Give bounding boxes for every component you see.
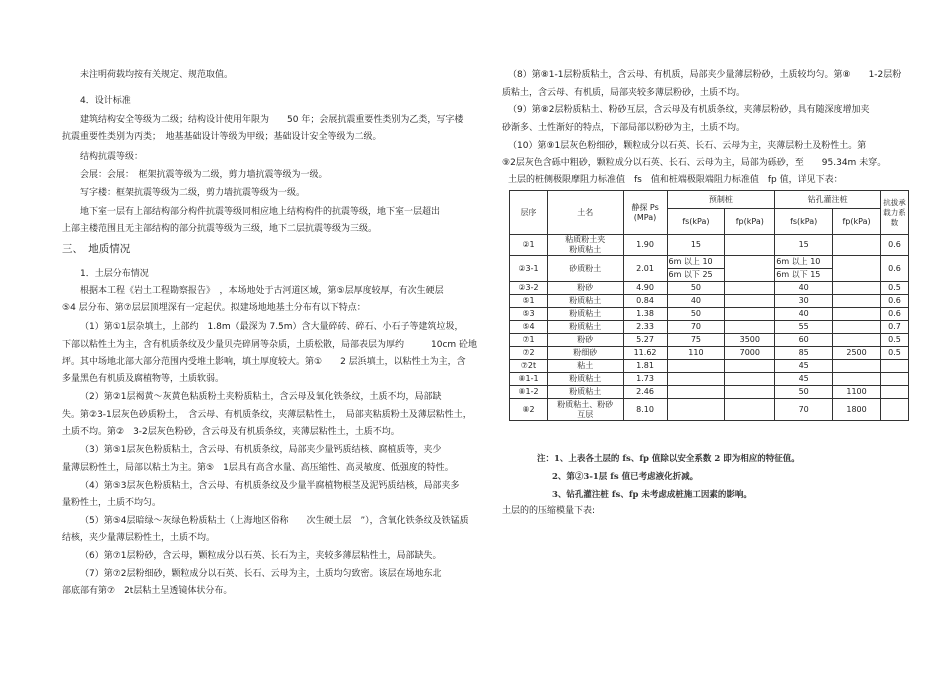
cell-fs: 6m 以下 25 bbox=[667, 269, 725, 282]
cell-name: 粉质粘土 bbox=[547, 295, 623, 308]
table-row bbox=[510, 308, 909, 321]
text-line: 建筑结构安全等级为二级；结构设计使用年限为 50 年；会展抗震重要性类别为乙类，写字楼 bbox=[80, 115, 464, 125]
text-line: 坪。其中场地北部大部分范围内受堆土影响，填土厚度较大。第① 2 层浜填土，以粘性土为主，含 bbox=[62, 357, 466, 367]
cell-coef: 0.6 bbox=[881, 308, 909, 321]
table-row bbox=[510, 321, 909, 334]
cell-fp bbox=[725, 321, 775, 334]
cell-layer: ⑤4 bbox=[510, 321, 548, 334]
cell-fs: 40 bbox=[667, 295, 725, 308]
cell-name: 粘土 bbox=[547, 360, 623, 373]
cell-fp bbox=[725, 399, 775, 421]
text-line: 地下室一层有上部结构部分构件抗震等级同相应地上结构构件的抗震等级，地下室一层超出 bbox=[80, 207, 441, 217]
cell-name: 粘质粉土夹 粉质粘土 bbox=[547, 235, 623, 256]
table-row bbox=[510, 334, 909, 347]
cell-layer: ⑧2 bbox=[510, 399, 548, 421]
text-line: 未注明荷载均按有关规定、规范取值。 bbox=[80, 70, 234, 80]
cell-name: 粉砂 bbox=[547, 334, 623, 347]
cell-ps: 5.27 bbox=[623, 334, 667, 347]
cell-fs: 15 bbox=[775, 235, 833, 256]
table-row bbox=[510, 235, 909, 256]
cell-fs: 50 bbox=[775, 386, 833, 399]
cell-coef: 0.6 bbox=[881, 256, 909, 282]
cell-fs: 55 bbox=[775, 321, 833, 334]
header-prefab: 预制桩 bbox=[667, 191, 775, 209]
cell-fs bbox=[667, 399, 725, 421]
section-heading: 4．设计标准 bbox=[80, 96, 131, 106]
cell-fs: 50 bbox=[667, 308, 725, 321]
header-name: 土名 bbox=[547, 191, 623, 235]
text-line: （6）第⑦1层粉砂，含云母，颗粒成分以石英、长石为主，夹较多薄层粘性土，局部缺失。 bbox=[80, 551, 442, 561]
table-note: 2、第②3-1层 fs 值已考虑液化折减。 bbox=[552, 472, 699, 482]
cell-fp bbox=[725, 386, 775, 399]
header-ps: 静探 Ps (MPa) bbox=[623, 191, 667, 235]
text-line: 砂渐多、土性渐好的特点，下部局部以粉砂为主，土质不均。 bbox=[502, 123, 746, 133]
cell-fp bbox=[833, 360, 881, 373]
cell-layer: ②1 bbox=[510, 235, 548, 256]
text-line: （10）第⑨1层灰色粉细砂，颗粒成分以石英、长石、云母为主，夹薄层粉土及粉性土。第 bbox=[508, 141, 867, 151]
cell-fp bbox=[725, 256, 775, 282]
text-line: 结核，夹少量薄层粉性土，土质不均。 bbox=[62, 533, 216, 543]
cell-fp bbox=[833, 256, 881, 282]
text-line: （7）第⑦2层粉细砂，颗粒成分以石英、长石、云母为主，土质均匀致密。该层在场地东北 bbox=[80, 569, 442, 579]
cell-layer: ②3-1 bbox=[510, 256, 548, 282]
header-fp: fp(kPa) bbox=[725, 209, 775, 235]
cell-ps: 8.10 bbox=[623, 399, 667, 421]
text-line: 上部主楼范围且无主部结构的部分抗震等级为三级，地下二层抗震等级为三级。 bbox=[62, 224, 378, 234]
header-coef: 抗拔承 载力系 数 bbox=[881, 191, 909, 235]
cell-fs: 6m 以下 15 bbox=[775, 269, 833, 282]
cell-layer: ⑧1-2 bbox=[510, 386, 548, 399]
text-line: （9）第⑧2层粉质粘土、粉砂互层，含云母及有机质条纹，夹薄层粉砂，具有随深度增加夹 bbox=[508, 105, 870, 115]
cell-layer: ⑦2 bbox=[510, 347, 548, 360]
cell-ps: 0.84 bbox=[623, 295, 667, 308]
table-row bbox=[510, 282, 909, 295]
cell-fs: 40 bbox=[775, 282, 833, 295]
cell-coef: 0.5 bbox=[881, 334, 909, 347]
cell-layer: ⑧1-1 bbox=[510, 373, 548, 386]
cell-fs: 60 bbox=[775, 334, 833, 347]
cell-coef: 0.5 bbox=[881, 282, 909, 295]
text-line: 写字楼：框架抗震等级为二级，剪力墙抗震等级为一级。 bbox=[80, 188, 306, 198]
cell-layer: ⑤3 bbox=[510, 308, 548, 321]
cell-fp bbox=[833, 373, 881, 386]
cell-fp bbox=[833, 308, 881, 321]
cell-layer: ⑦2t bbox=[510, 360, 548, 373]
table-row bbox=[510, 256, 909, 269]
text-line: 质粘土，含云母、有机质，局部夹较多薄层粉砂，土质不均。 bbox=[502, 88, 746, 98]
text-line: 根据本工程《岩土工程勘察报告》 ，本场地处于古河道区域，第⑤层厚度较厚，有次生硬层 bbox=[80, 286, 444, 296]
cell-name: 粉砂 bbox=[547, 282, 623, 295]
cell-fp: 7000 bbox=[725, 347, 775, 360]
section-heading: 三、 地质情况 bbox=[62, 243, 131, 255]
cell-name: 粉质粘土 bbox=[547, 373, 623, 386]
text-line: 土层的桩侧极限摩阻力标准值 fs 值和桩端极限端阻力标准值 fp 值，详见下表： bbox=[508, 175, 843, 185]
text-line: 会展：会展： 框架抗震等级为二级，剪力墙抗震等级为一级。 bbox=[80, 170, 328, 180]
section-heading: 1．土层分布情况 bbox=[80, 269, 149, 279]
cell-name: 粉质粘土 bbox=[547, 308, 623, 321]
header-fs: fs(kPa) bbox=[775, 209, 833, 235]
table-note: 注：1、上表各土层的 fs、fp 值除以安全系数 2 即为相应的特征值。 bbox=[537, 454, 800, 464]
cell-fs: 45 bbox=[775, 360, 833, 373]
text-line: （2）第②1层褐黄～灰黄色粘质粉土夹粉质粘土，含云母及氧化铁条纹，土质不均，局部缺 bbox=[80, 392, 442, 402]
text-line: 抗震重要性类别为丙类； 地基基础设计等级为甲级；基础设计安全等级为二级。 bbox=[62, 132, 382, 142]
cell-ps: 2.01 bbox=[623, 256, 667, 282]
text-line: 失。第②3-1层灰色砂质粉土， 含云母、有机质条纹，夹薄层粘性土， 局部夹粘质粉土及薄层粘性土， bbox=[62, 410, 472, 420]
text-line: 土层的的压缩模量下表: bbox=[502, 506, 596, 516]
cell-ps: 1.90 bbox=[623, 235, 667, 256]
cell-coef bbox=[881, 399, 909, 421]
text-line: 部底部有第⑦ 2t层粘土呈透镜体状分布。 bbox=[62, 586, 233, 596]
table-note: 3、钻孔灌注桩 fs、fp 未考虑成桩施工因素的影响。 bbox=[552, 490, 752, 500]
cell-name: 粉细砂 bbox=[547, 347, 623, 360]
header-fs: fs(kPa) bbox=[667, 209, 725, 235]
cell-coef: 0.7 bbox=[881, 321, 909, 334]
header-fp: fp(kPa) bbox=[833, 209, 881, 235]
table-row bbox=[510, 373, 909, 386]
cell-fs: 40 bbox=[775, 308, 833, 321]
cell-name: 粉质粘土 bbox=[547, 321, 623, 334]
cell-fs: 15 bbox=[667, 235, 725, 256]
cell-ps: 4.90 bbox=[623, 282, 667, 295]
cell-fs: 50 bbox=[667, 282, 725, 295]
cell-fp bbox=[833, 282, 881, 295]
cell-fp: 1800 bbox=[833, 399, 881, 421]
text-line: 土质不均。第② 3-2层灰色粉砂，含云母及有机质条纹，夹薄层粘性土，土质不均。 bbox=[62, 427, 400, 437]
table-row bbox=[510, 347, 909, 360]
cell-fp bbox=[725, 295, 775, 308]
text-line: 多量黑色有机质及腐植物等，土质软弱。 bbox=[62, 374, 225, 384]
cell-fs: 110 bbox=[667, 347, 725, 360]
table-row bbox=[510, 399, 909, 421]
cell-fs bbox=[667, 373, 725, 386]
text-line: 下部以粘性土为主，含有机质条纹及少量贝壳碎屑等杂质，土质松散，局部表层为厚约 10cm 砼地 bbox=[62, 340, 478, 350]
cell-fp bbox=[725, 373, 775, 386]
cell-fs: 6m 以上 10 bbox=[667, 256, 725, 269]
cell-coef bbox=[881, 360, 909, 373]
cell-fp bbox=[725, 308, 775, 321]
cell-fp bbox=[725, 235, 775, 256]
cell-fs: 70 bbox=[775, 399, 833, 421]
table-row bbox=[510, 360, 909, 373]
cell-fp bbox=[833, 235, 881, 256]
text-line: （3）第⑤1层灰色粉质粘土，含云母、有机质条纹，局部夹少量钙质结核、腐植质等，夹少 bbox=[80, 445, 442, 455]
cell-fs: 45 bbox=[775, 373, 833, 386]
cell-fp: 1100 bbox=[833, 386, 881, 399]
text-line: 量薄层粉性土，局部以粘土为主。第⑤ 1层具有高含水量、高压缩性、高灵敏度、低强度的特性。 bbox=[62, 463, 454, 473]
cell-fp bbox=[833, 321, 881, 334]
cell-coef: 0.6 bbox=[881, 235, 909, 256]
cell-fp bbox=[833, 334, 881, 347]
cell-fp: 2500 bbox=[833, 347, 881, 360]
text-line: （8）第⑧1-1层粉质粘土，含云母、有机质，局部夹少量薄层粉砂，土质较均匀。第⑧ 1-2层粉 bbox=[508, 70, 902, 80]
text-line: 量粉性土，土质不均匀。 bbox=[62, 498, 162, 508]
cell-fs bbox=[667, 360, 725, 373]
text-line: ⑨2层灰色含砾中粗砂，颗粒成分以石英、长石、云母为主，局部为砾砂，至 95.34m 未穿。 bbox=[502, 158, 887, 168]
cell-coef bbox=[881, 386, 909, 399]
text-line: （1）第①1层杂填土，上部约 1.8m（最深为 7.5m）含大量碎砖、碎石、小石子等建筑垃圾， bbox=[80, 322, 464, 332]
cell-coef: 0.6 bbox=[881, 295, 909, 308]
text-line: （5）第⑤4层暗绿～灰绿色粉质粘土（上海地区俗称 次生硬土层 ”），含氧化铁条纹及铁锰质 bbox=[80, 516, 469, 526]
cell-coef bbox=[881, 373, 909, 386]
cell-fp bbox=[833, 295, 881, 308]
cell-ps: 2.46 bbox=[623, 386, 667, 399]
cell-layer: ⑤1 bbox=[510, 295, 548, 308]
table-row bbox=[510, 295, 909, 308]
cell-layer: ⑦1 bbox=[510, 334, 548, 347]
cell-layer: ②3-2 bbox=[510, 282, 548, 295]
cell-fs: 30 bbox=[775, 295, 833, 308]
cell-ps: 1.81 bbox=[623, 360, 667, 373]
cell-ps: 1.73 bbox=[623, 373, 667, 386]
cell-ps: 11.62 bbox=[623, 347, 667, 360]
cell-fp bbox=[725, 360, 775, 373]
cell-ps: 2.33 bbox=[623, 321, 667, 334]
cell-name: 粉质粘土、粉砂 互层 bbox=[547, 399, 623, 421]
cell-fs: 75 bbox=[667, 334, 725, 347]
cell-fs bbox=[667, 386, 725, 399]
table-row bbox=[510, 386, 909, 399]
cell-coef: 0.5 bbox=[881, 347, 909, 360]
cell-fs: 70 bbox=[667, 321, 725, 334]
cell-fp bbox=[725, 282, 775, 295]
text-line: （4）第⑤3层灰色粉质粘土，含云母、有机质条纹及少量半腐植物根茎及泥钙质结核，局部夹多 bbox=[80, 481, 460, 491]
cell-name: 粉质粘土 bbox=[547, 386, 623, 399]
cell-fp: 3500 bbox=[725, 334, 775, 347]
cell-ps: 1.38 bbox=[623, 308, 667, 321]
text-line: 结构抗震等级： bbox=[80, 152, 144, 162]
cell-name: 砂质粉土 bbox=[547, 256, 623, 282]
pile-friction-table bbox=[509, 190, 909, 421]
text-line: ⑤4 层分布、第⑦层层顶埋深有一定起伏。拟建场地地基土分布有以下特点： bbox=[62, 303, 366, 313]
header-bored: 钻孔灌注桩 bbox=[775, 191, 881, 209]
cell-fs: 6m 以上 10 bbox=[775, 256, 833, 269]
header-layer: 层序 bbox=[510, 191, 548, 235]
cell-fs: 85 bbox=[775, 347, 833, 360]
